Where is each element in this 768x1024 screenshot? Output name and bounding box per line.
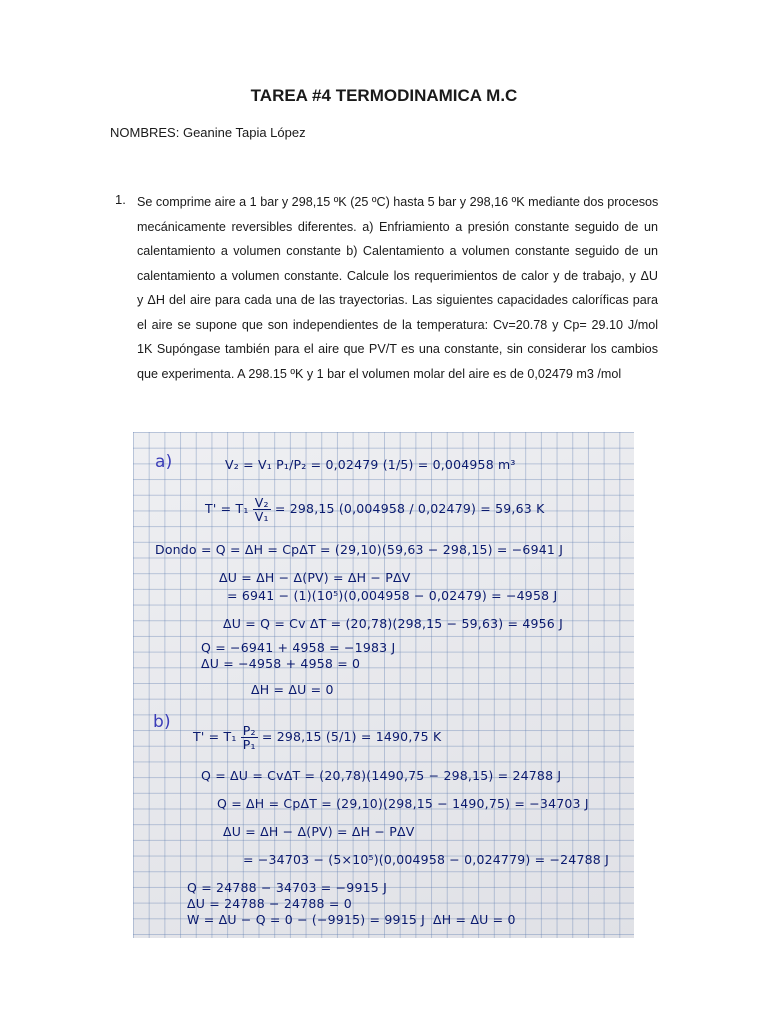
problem-line: calentamiento a volumen constante. Calcule los requerimientos de calor y de trabajo, y ΔU xyxy=(137,268,658,283)
hw-line: T' = T₁ $\frac{\text{V₂}}{\text{V₁}}$ = 298,15 (0,004958 / 0,02479) = 59,63 K xyxy=(205,495,545,524)
hw-line: ΔH = ΔU = 0 xyxy=(433,912,516,927)
hw-line: = −34703 − (5×10⁵)(0,004958 − 0,024779) = −24788 J xyxy=(243,852,609,867)
part-b-label: b) xyxy=(153,712,171,732)
problem-line: Se comprime aire a 1 bar y 298,15 ºK (25 ºC) hasta 5 bar y 298,16 ºK mediante dos procesos xyxy=(137,195,659,209)
problem-line: 1K Supóngase también para el aire que PV/T es una constante, sin considerar los cambios xyxy=(137,342,658,356)
problem-line: mecánicamente reversibles diferentes. a) Enfriamiento a presión constante seguido de un xyxy=(137,219,658,234)
hw-line: ΔU = ΔH − Δ(PV) = ΔH − PΔV xyxy=(223,824,415,839)
hw-line: ΔU = Q = Cv ΔT = (20,78)(298,15 − 59,63) = 4956 J xyxy=(223,616,564,631)
hw-line: V₂ = V₁ P₁/P₂ = 0,02479 (1/5) = 0,004958 m³ xyxy=(225,457,516,472)
hw-line: Q = 24788 − 34703 = −9915 J xyxy=(187,880,387,895)
hw-line: T' = T₁ $\frac{\text{P₂}}{\text{P₁}}$ = 298,15 (5/1) = 1490,75 K xyxy=(193,723,442,752)
problem-number: 1. xyxy=(115,192,126,207)
hw-line: Q = −6941 + 4958 = −1983 J xyxy=(201,640,396,655)
handwritten-solution-photo xyxy=(133,432,634,938)
hw-line: = 6941 − (1)(10⁵)(0,004958 − 0,02479) = −4958 J xyxy=(227,588,558,603)
student-names: NOMBRES: Geanine Tapia López xyxy=(110,125,306,140)
problem-line: y ΔH del aire para cada una de las trayectorias. Las siguientes capacidades caloríficas para xyxy=(137,293,658,307)
problem-line: calentamiento a volumen constante b) Calentamiento a volumen constante seguido de un xyxy=(137,244,658,258)
hw-line: W = ΔU − Q = 0 − (−9915) = 9915 J xyxy=(187,912,426,927)
problem-line: el aire se supone que son independientes de la temperatura: Cv=20.78 y Cp= 29.10 J/mol xyxy=(137,317,658,332)
hw-line: ΔU = −4958 + 4958 = 0 xyxy=(201,656,361,671)
hw-line: Q = ΔH = CpΔT = (29,10)(298,15 − 1490,75) = −34703 J xyxy=(217,796,589,811)
hw-line: ΔU = 24788 − 24788 = 0 xyxy=(187,896,352,911)
hw-line: Q = ΔU = CvΔT = (20,78)(1490,75 − 298,15) = 24788 J xyxy=(201,768,562,783)
part-a-label: a) xyxy=(155,452,173,472)
page-title: TAREA #4 TERMODINAMICA M.C xyxy=(250,86,518,105)
problem-line: que experimenta. A 298.15 ºK y 1 bar el volumen molar del aire es de 0,02479 m3 /mol xyxy=(137,366,622,381)
hw-line: ΔH = ΔU = 0 xyxy=(251,682,334,697)
hw-line: Dondo = Q = ΔH = CpΔT = (29,10)(59,63 − 298,15) = −6941 J xyxy=(155,542,564,557)
hw-line: ΔU = ΔH − Δ(PV) = ΔH − PΔV xyxy=(219,570,411,585)
